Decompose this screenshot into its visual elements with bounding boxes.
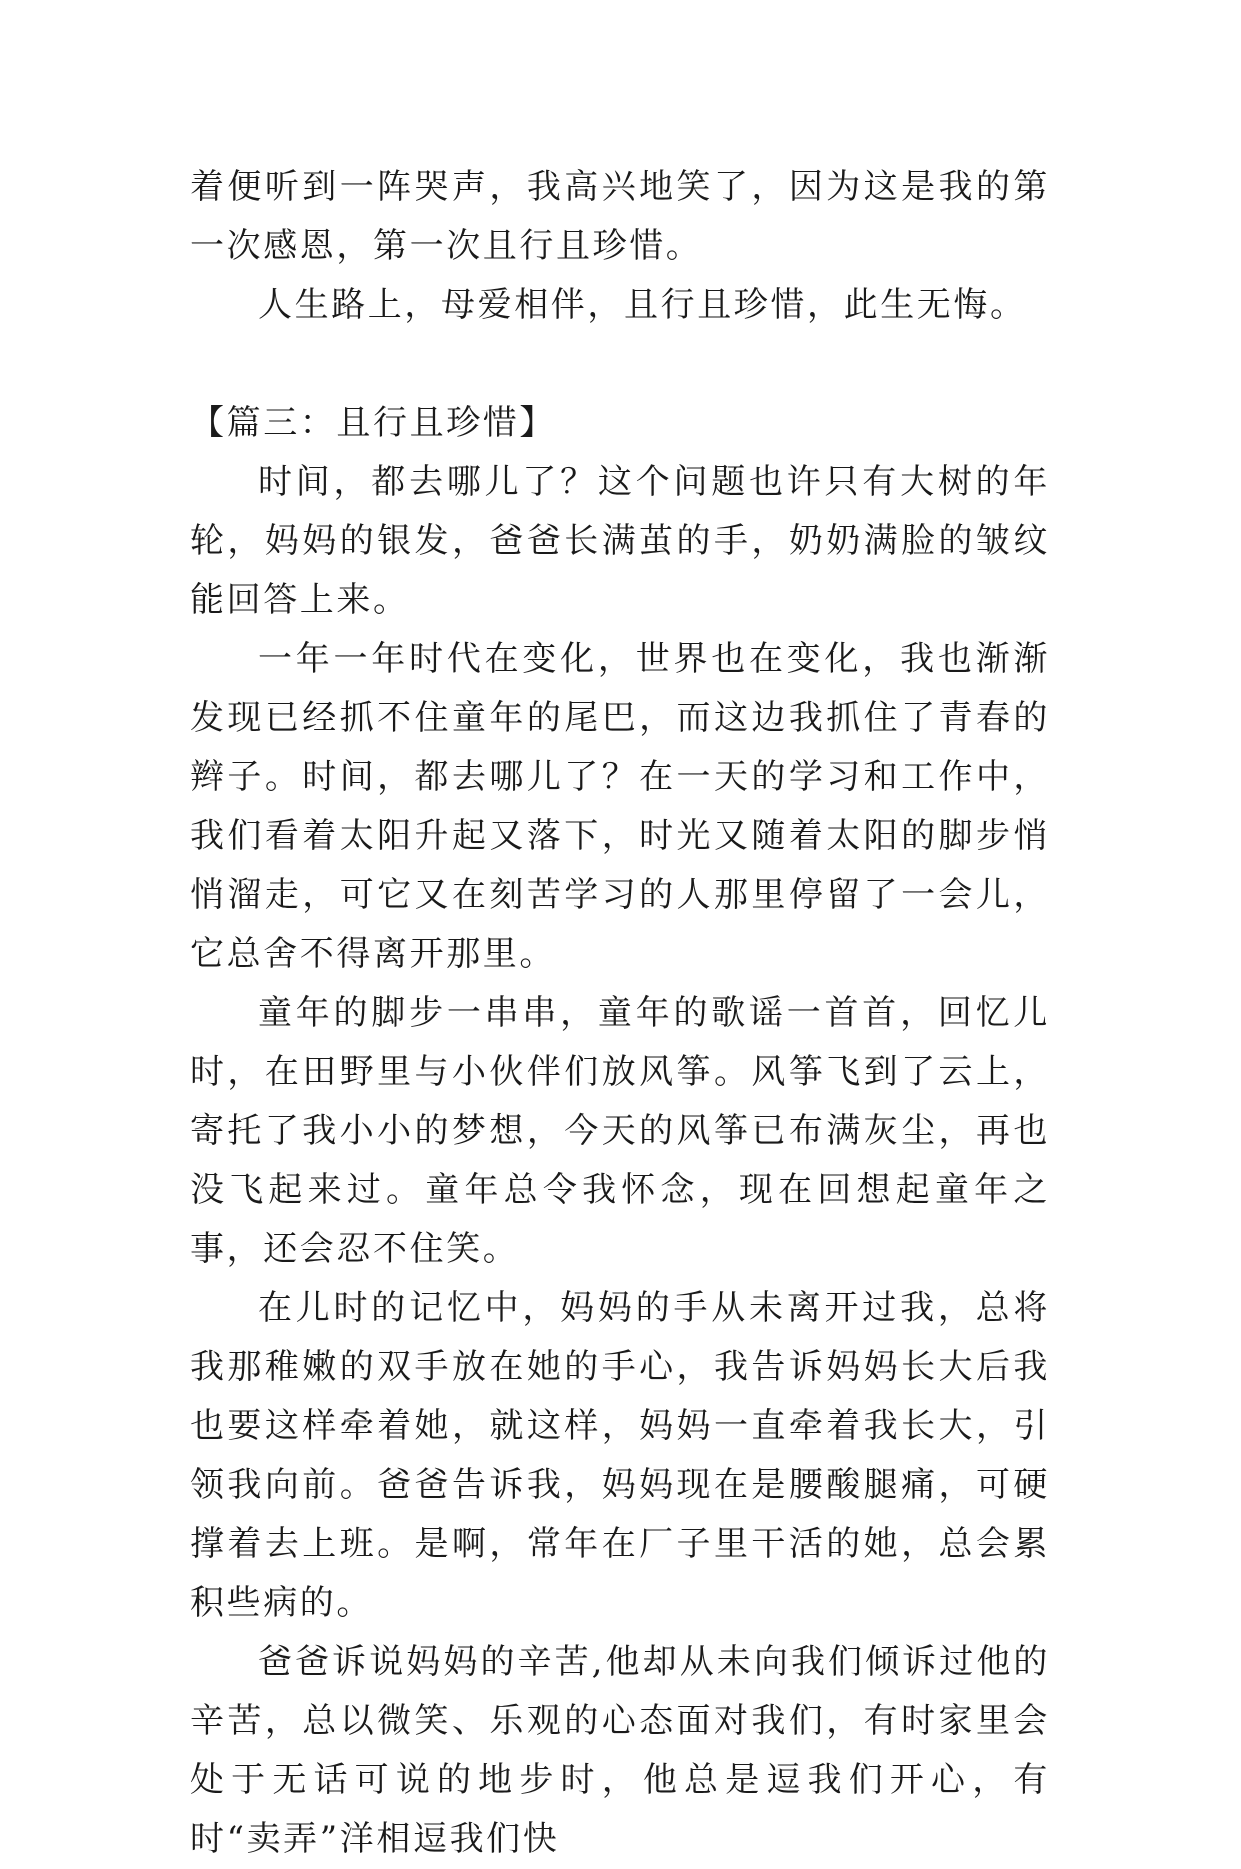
paragraph-4: 在儿时的记忆中，妈妈的手从未离开过我，总将我那稚嫩的双手放在她的手心，我告诉妈妈长大后我也要这样牵着她，就这样，妈妈一直牵着我长大，引领我向前。爸爸告诉我，妈妈现在是腰酸腿痛，可硬撑着去上班。是啊，常年在厂子里干活的她，总会累积些病的。 xyxy=(190,1288,1050,1623)
document-body xyxy=(190,158,1050,1869)
paragraph-3: 童年的脚步一串串，童年的歌谣一首首，回忆儿时，在田野里与小伙伴们放风筝。风筝飞到了云上，寄托了我小小的梦想，今天的风筝已布满灰尘，再也没飞起来过。童年总令我怀念，现在回想起童年之事，还会忍不住笑。 xyxy=(190,993,1050,1269)
continuation-paragraph-1: 着便听到一阵哭声，我高兴地笑了，因为这是我的第一次感恩，第一次且行且珍惜。 xyxy=(190,167,1050,266)
paragraph-1: 时间，都去哪儿了？这个问题也许只有大树的年轮，妈妈的银发，爸爸长满茧的手，奶奶满脸的皱纹能回答上来。 xyxy=(190,462,1050,620)
paragraph-5: 爸爸诉说妈妈的辛苦,他却从未向我们倾诉过他的辛苦，总以微笑、乐观的心态面对我们，有时家里会处于无话可说的地步时，他总是逗我们开心，有时“卖弄”洋相逗我们快 xyxy=(190,1642,1050,1859)
section-title: 【篇三：且行且珍惜】 xyxy=(190,403,556,443)
continuation-paragraph-2: 人生路上，母爱相伴，且行且珍惜，此生无悔。 xyxy=(258,285,1027,325)
paragraph-2: 一年一年时代在变化，世界也在变化，我也渐渐发现已经抓不住童年的尾巴，而这边我抓住了青春的辫子。时间，都去哪儿了？在一天的学习和工作中，我们看着太阳升起又落下，时光又随着太阳的脚步悄悄溜走，可它又在刻苦学习的人那里停留了一会儿，它总舍不得离开那里。 xyxy=(190,639,1050,974)
